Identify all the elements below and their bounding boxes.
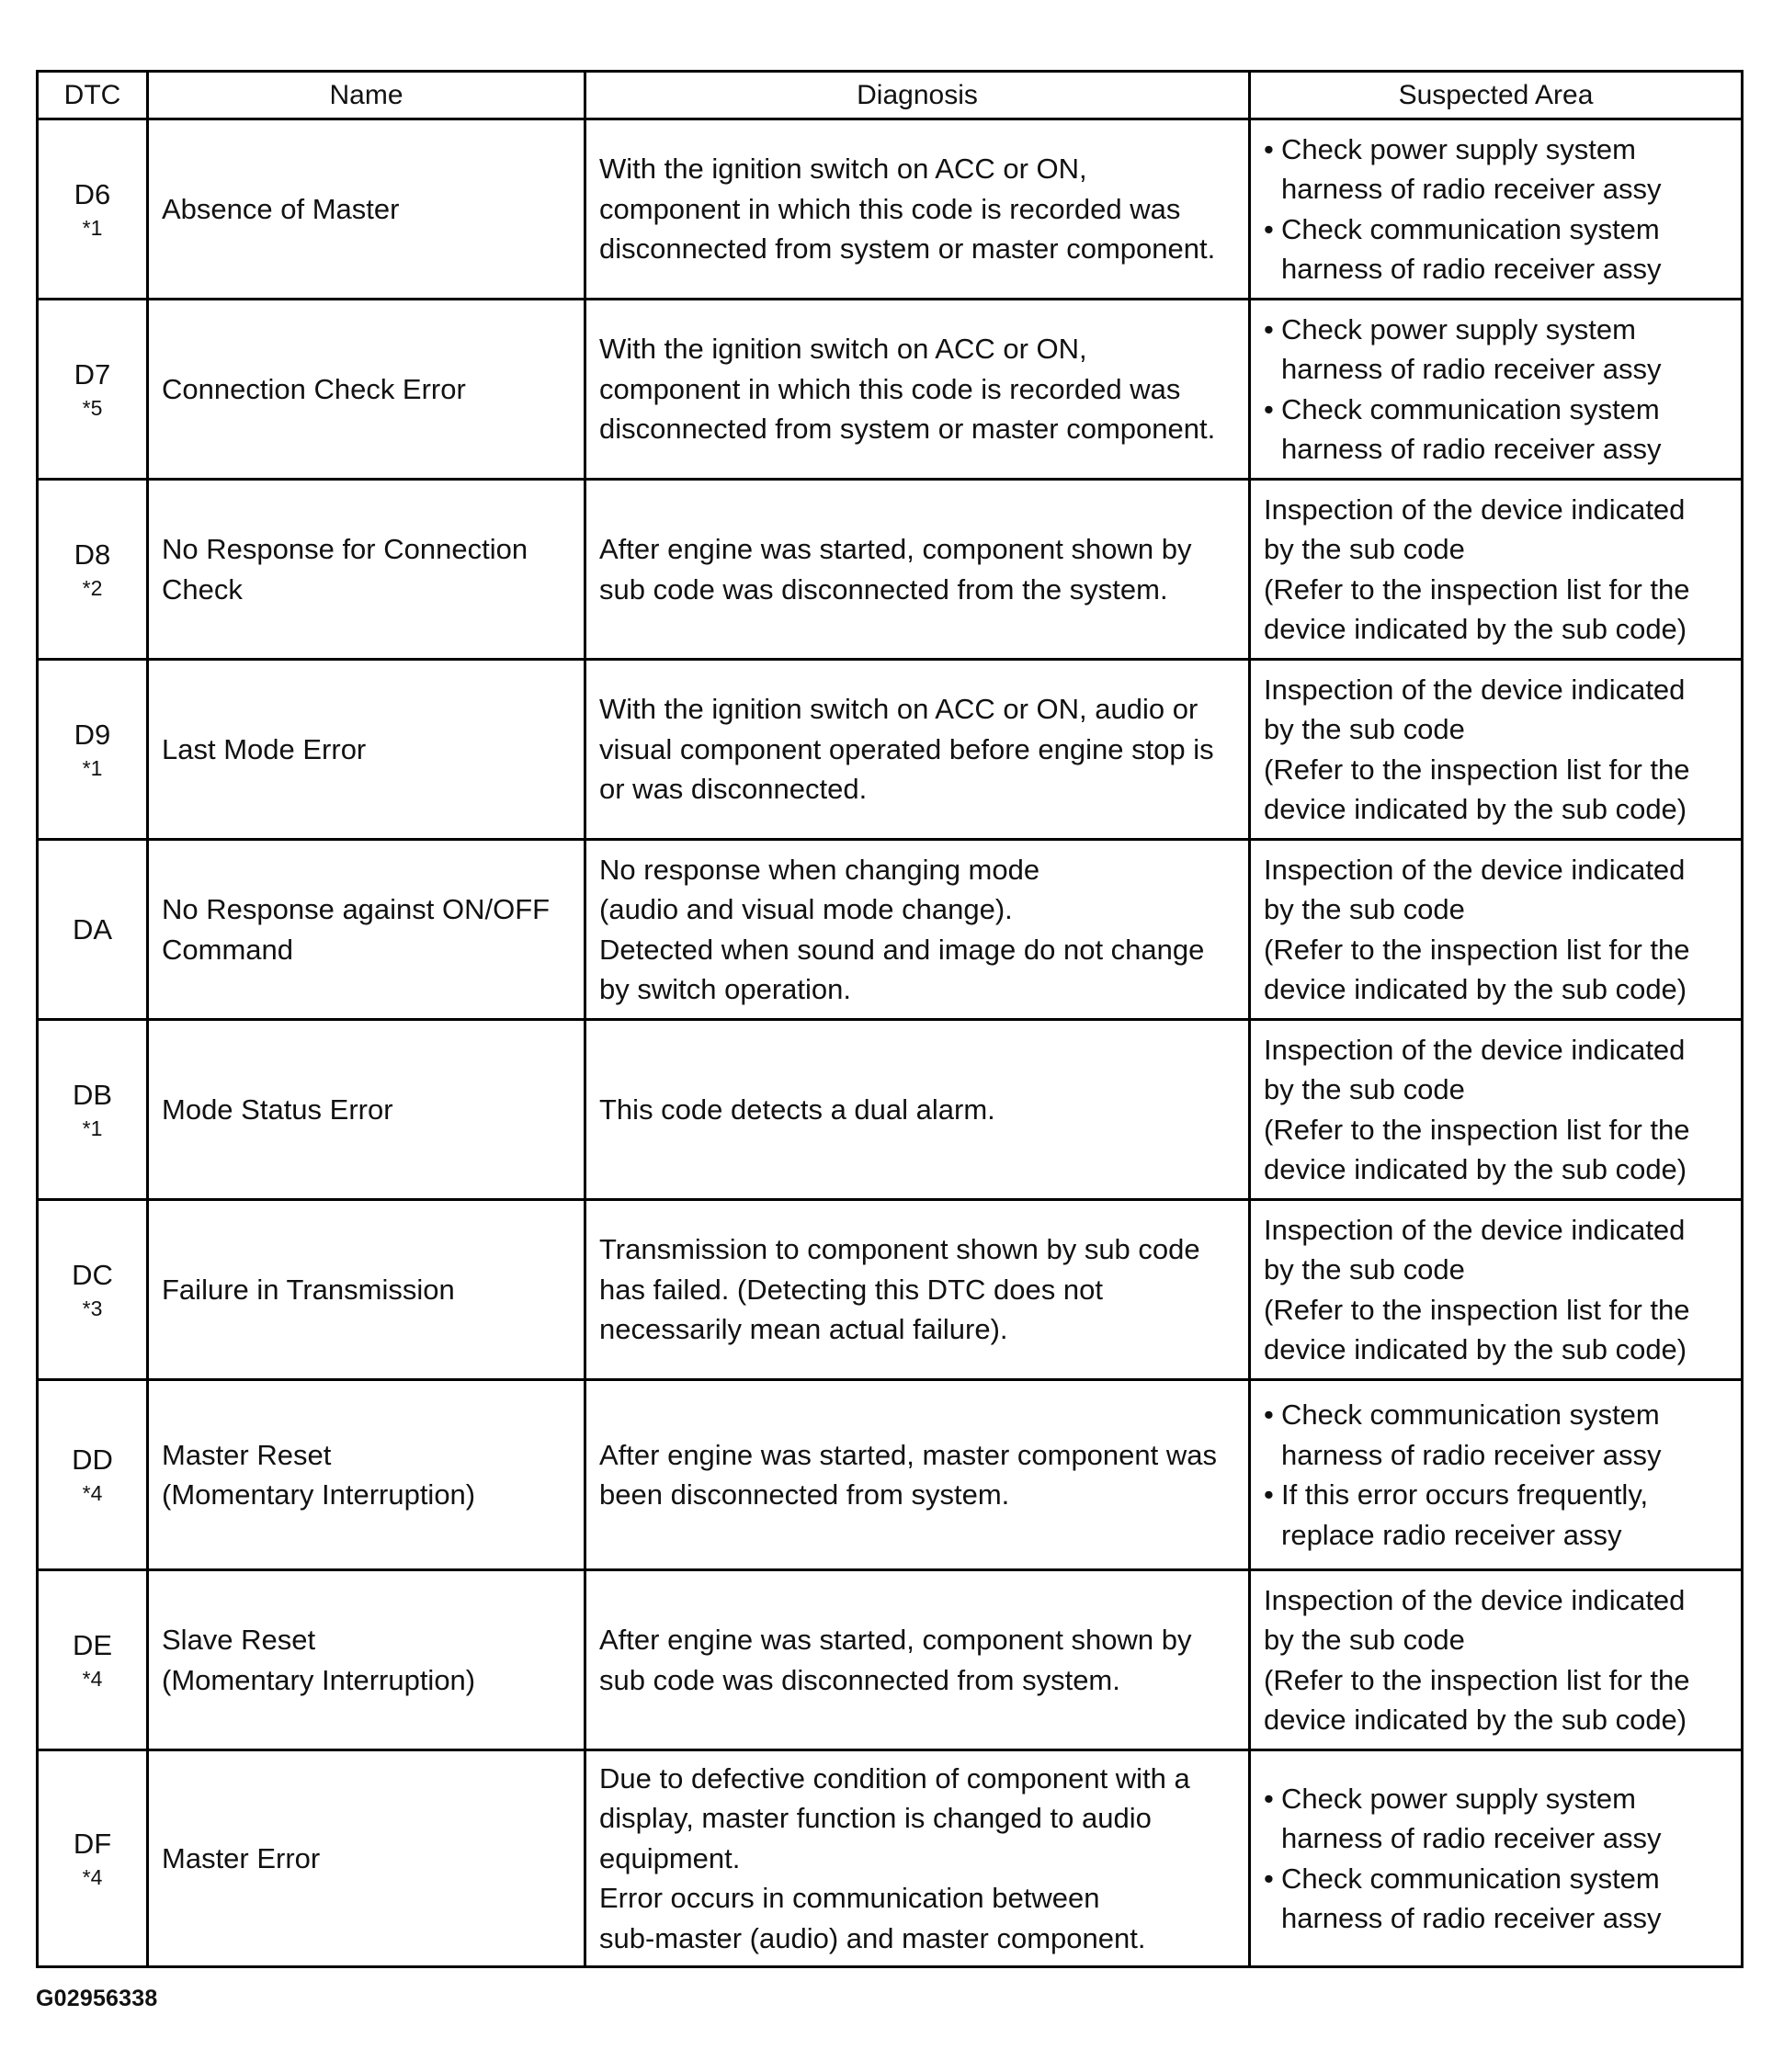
figure-id: G02956338	[36, 1986, 158, 2011]
table-row	[38, 840, 1743, 1020]
dtc-note: *1	[82, 755, 103, 780]
suspected-area-item: • Check communication system harness of radio receiver assy	[1264, 1395, 1730, 1475]
dtc-code: D7	[74, 357, 111, 391]
diagnosis-cell: Due to defective condition of component with a display, master function is changed to audio equipment. Error occurs in communication between sub-master (audio) and master component.	[585, 1750, 1250, 1967]
suspected-area-cell	[1250, 119, 1743, 300]
name-cell: Failure in Transmission	[148, 1200, 585, 1380]
suspected-area-item: • Check power supply system harness of radio receiver assy	[1264, 130, 1730, 209]
diagnosis-cell: With the ignition switch on ACC or ON, audio or visual component operated before engine stop is or was disconnected.	[585, 660, 1250, 840]
table-row	[38, 119, 1743, 300]
dtc-cell	[38, 1020, 148, 1200]
table-row	[38, 480, 1743, 660]
suspected-area-item: • Check power supply system harness of radio receiver assy	[1264, 310, 1730, 390]
header-diagnosis: Diagnosis	[585, 72, 1250, 119]
dtc-cell	[38, 1200, 148, 1380]
diagnosis-cell: With the ignition switch on ACC or ON, component in which this code is recorded was disconnected from system or master component.	[585, 119, 1250, 300]
suspected-area-item: • Check communication system harness of radio receiver assy	[1264, 1859, 1730, 1939]
suspected-area-item: • If this error occurs frequently, replace radio receiver assy	[1264, 1475, 1730, 1555]
dtc-code: DD	[72, 1444, 113, 1476]
header-dtc: DTC	[38, 72, 148, 119]
name-cell: No Response for Connection Check	[148, 480, 585, 660]
table-row	[38, 1020, 1743, 1200]
suspected-area-cell: Inspection of the device indicated by the sub code (Refer to the inspection list for the device indicated by the sub code)	[1250, 1200, 1743, 1380]
table-row	[38, 1200, 1743, 1380]
dtc-code: DB	[72, 1078, 113, 1111]
diagnosis-cell: No response when changing mode (audio and visual mode change). Detected when sound and image do not change by switch operation.	[585, 840, 1250, 1020]
suspected-area-cell	[1250, 1380, 1743, 1570]
table-row	[38, 660, 1743, 840]
suspected-area-list	[1264, 130, 1730, 289]
table-row	[38, 1380, 1743, 1570]
diagnosis-cell: With the ignition switch on ACC or ON, component in which this code is recorded was disconnected from system or master component.	[585, 300, 1250, 480]
name-cell: Connection Check Error	[148, 300, 585, 480]
header-suspected-area: Suspected Area	[1250, 72, 1743, 119]
table-row	[38, 300, 1743, 480]
dtc-code: DC	[72, 1258, 113, 1291]
dtc-note: *2	[82, 575, 103, 600]
diagnosis-cell: This code detects a dual alarm.	[585, 1020, 1250, 1200]
dtc-note: *5	[82, 395, 103, 420]
diagnosis-cell: After engine was started, master component was been disconnected from system.	[585, 1380, 1250, 1570]
dtc-code: DF	[73, 1827, 112, 1860]
suspected-area-cell: Inspection of the device indicated by the sub code (Refer to the inspection list for the device indicated by the sub code)	[1250, 660, 1743, 840]
suspected-area-list	[1264, 1395, 1730, 1555]
name-cell: Master Reset (Momentary Interruption)	[148, 1380, 585, 1570]
dtc-code: D9	[74, 718, 111, 751]
suspected-area-cell	[1250, 300, 1743, 480]
name-cell: Last Mode Error	[148, 660, 585, 840]
suspected-area-item: • Check communication system harness of radio receiver assy	[1264, 390, 1730, 470]
dtc-cell	[38, 1380, 148, 1570]
suspected-area-item: • Check communication system harness of radio receiver assy	[1264, 209, 1730, 289]
dtc-cell	[38, 840, 148, 1020]
diagnosis-cell: Transmission to component shown by sub code has failed. (Detecting this DTC does not necessarily mean actual failure).	[585, 1200, 1250, 1380]
table-body	[38, 119, 1743, 1967]
suspected-area-cell: Inspection of the device indicated by the sub code (Refer to the inspection list for the device indicated by the sub code)	[1250, 1020, 1743, 1200]
header-row	[38, 72, 1743, 119]
dtc-cell	[38, 480, 148, 660]
suspected-area-cell: Inspection of the device indicated by the sub code (Refer to the inspection list for the device indicated by the sub code)	[1250, 840, 1743, 1020]
dtc-cell	[38, 300, 148, 480]
dtc-cell	[38, 1750, 148, 1967]
suspected-area-item: • Check power supply system harness of radio receiver assy	[1264, 1779, 1730, 1859]
dtc-note: *4	[82, 1666, 103, 1691]
dtc-cell	[38, 660, 148, 840]
suspected-area-cell	[1250, 1750, 1743, 1967]
dtc-note: *1	[82, 215, 103, 240]
dtc-note: *4	[82, 1864, 103, 1889]
suspected-area-list	[1264, 310, 1730, 470]
dtc-code: D8	[74, 538, 111, 571]
name-cell: No Response against ON/OFF Command	[148, 840, 585, 1020]
dtc-note: *3	[82, 1296, 103, 1320]
table-row	[38, 1750, 1743, 1967]
dtc-code: DA	[72, 912, 113, 945]
dtc-cell	[38, 1570, 148, 1750]
name-cell: Master Error	[148, 1750, 585, 1967]
dtc-note: *4	[82, 1481, 103, 1505]
diagnosis-cell: After engine was started, component shown by sub code was disconnected from the system.	[585, 480, 1250, 660]
suspected-area-cell: Inspection of the device indicated by the sub code (Refer to the inspection list for the device indicated by the sub code)	[1250, 1570, 1743, 1750]
dtc-code: D6	[74, 177, 111, 210]
dtc-note: *1	[82, 1115, 103, 1140]
dtc-code: DE	[72, 1628, 113, 1661]
table-row	[38, 1570, 1743, 1750]
name-cell: Absence of Master	[148, 119, 585, 300]
dtc-table	[36, 70, 1744, 1968]
diagnosis-cell: After engine was started, component shown by sub code was disconnected from system.	[585, 1570, 1250, 1750]
suspected-area-cell: Inspection of the device indicated by the sub code (Refer to the inspection list for the device indicated by the sub code)	[1250, 480, 1743, 660]
suspected-area-list	[1264, 1779, 1730, 1939]
name-cell: Slave Reset (Momentary Interruption)	[148, 1570, 585, 1750]
name-cell: Mode Status Error	[148, 1020, 585, 1200]
header-name: Name	[148, 72, 585, 119]
dtc-cell	[38, 119, 148, 300]
